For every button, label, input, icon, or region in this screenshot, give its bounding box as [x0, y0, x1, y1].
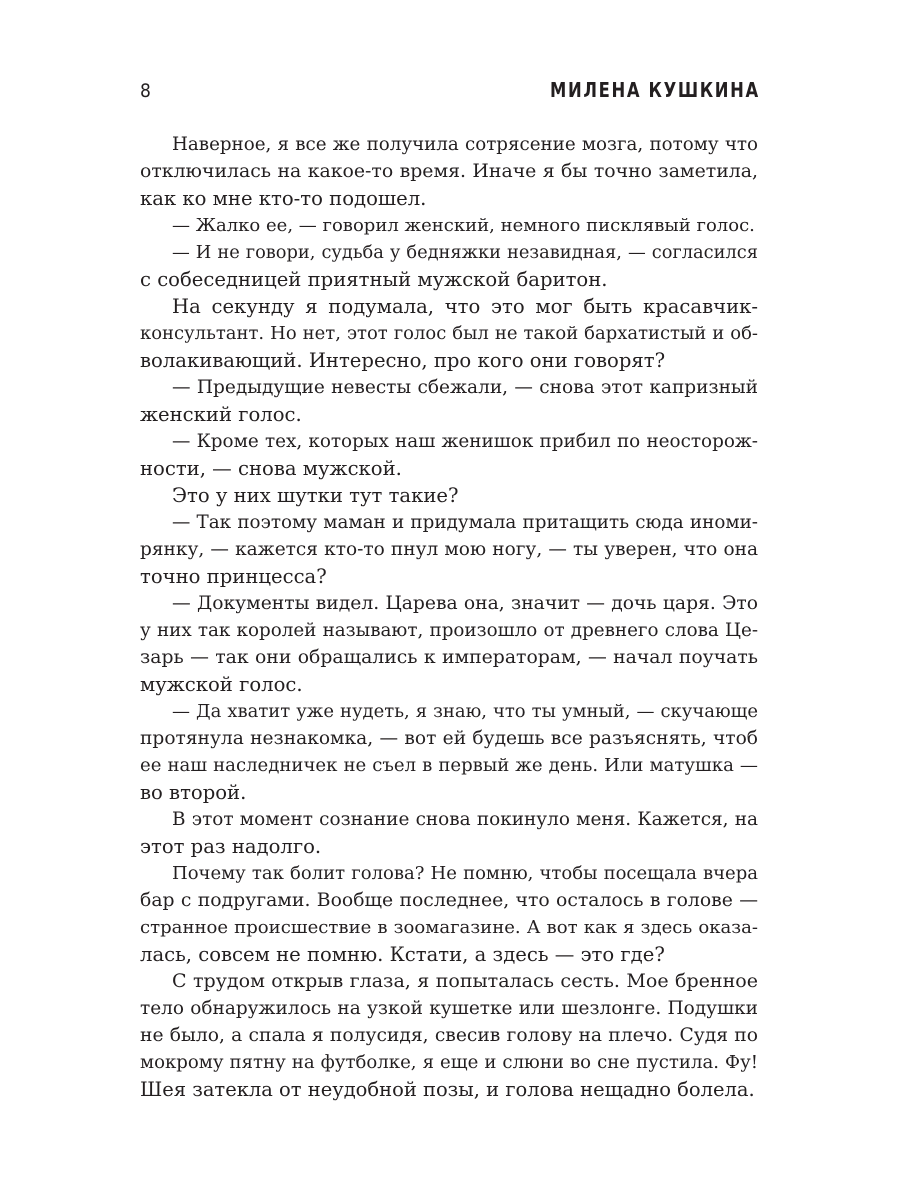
body-text — [140, 131, 758, 1103]
text-line: ности, — снова мужской. — [140, 457, 402, 480]
text-line: женский голос. — [140, 403, 302, 426]
text-line: Шея затекла от неудобной позы, и голова нещадно болела. — [140, 1078, 755, 1101]
text-line: тело обнаружилось на узкой кушетке или шезлонге. Подушки — [140, 998, 758, 1019]
text-line: консультант. Но нет, этот голос был не такой бархатистый и об- — [140, 323, 758, 344]
page-number: 8 — [140, 80, 152, 102]
text-line: — Предыдущие невесты сбежали, — снова этот капризный — [172, 377, 758, 398]
text-line: С трудом открыв глаза, я попыталась сесть. Мое бренное — [172, 970, 758, 992]
text-line: — И не говори, судьба у бедняжки незавидная, — согласился — [172, 242, 758, 263]
text-line: мокрому пятну на футболке, я еще и слюни во сне пустила. Фу! — [140, 1052, 758, 1073]
text-line: точно принцесса? — [140, 565, 327, 588]
text-line: На секунду я подумала, что это мог быть красавчик- — [172, 295, 758, 318]
running-head-author: МИЛЕНА КУШКИНА — [550, 78, 760, 102]
text-line: рянку, — кажется кто-то пнул мою ногу, — ты уверен, что она — [140, 539, 758, 560]
text-line: Это у них шутки тут такие? — [172, 484, 459, 507]
text-line: Почему так болит голова? Не помню, чтобы посещала вчера — [172, 863, 758, 884]
text-line: с собеседницей приятный мужской баритон. — [140, 268, 608, 291]
text-line: странное происшествие в зоомагазине. А вот как я здесь оказа- — [140, 917, 758, 938]
text-line: — Да хватит уже нудеть, я знаю, что ты умный, — скучающе — [172, 701, 758, 722]
text-line: Наверное, я все же получила сотрясение мозга, потому что — [172, 134, 758, 155]
text-line: во второй. — [140, 781, 247, 804]
text-line: — Жалко ее, — говорил женский, немного писклявый голос. — [172, 215, 755, 236]
text-line: протянула незнакомка, — вот ей будешь все разъяснять, чтоб — [140, 728, 758, 749]
text-line: этот раз надолго. — [140, 835, 322, 858]
text-line: лась, совсем не помню. Кстати, а здесь — это где? — [140, 943, 665, 966]
text-line: у них так королей называют, произошло от древнего слова Це- — [140, 620, 758, 641]
text-line: — Документы видел. Царева она, значит — дочь царя. Это — [172, 593, 758, 614]
text-line: зарь — так они обращались к императорам, — начал поучать — [140, 647, 758, 668]
text-line: В этот момент сознание снова покинуло меня. Кажется, на — [172, 809, 758, 830]
text-line: бар с подругами. Вообще последнее, что осталось в голове — — [140, 890, 758, 911]
text-line: отключилась на какое-то время. Иначе я бы точно заметила, — [140, 160, 758, 182]
text-line: ее наш наследничек не съел в первый же день. Или матушка — — [140, 755, 758, 776]
text-line: как ко мне кто-то подошел. — [140, 187, 427, 210]
text-line: не было, а спала я полусидя, свесив голову на плечо. Судя по — [140, 1025, 758, 1046]
text-line: — Так поэтому маман и придумала притащить сюда иноми- — [172, 512, 758, 533]
text-line: мужской голос. — [140, 673, 303, 696]
text-line: — Кроме тех, которых наш женишок прибил по неосторож- — [172, 431, 758, 452]
text-line: волакивающий. Интересно, про кого они говорят? — [140, 349, 666, 372]
